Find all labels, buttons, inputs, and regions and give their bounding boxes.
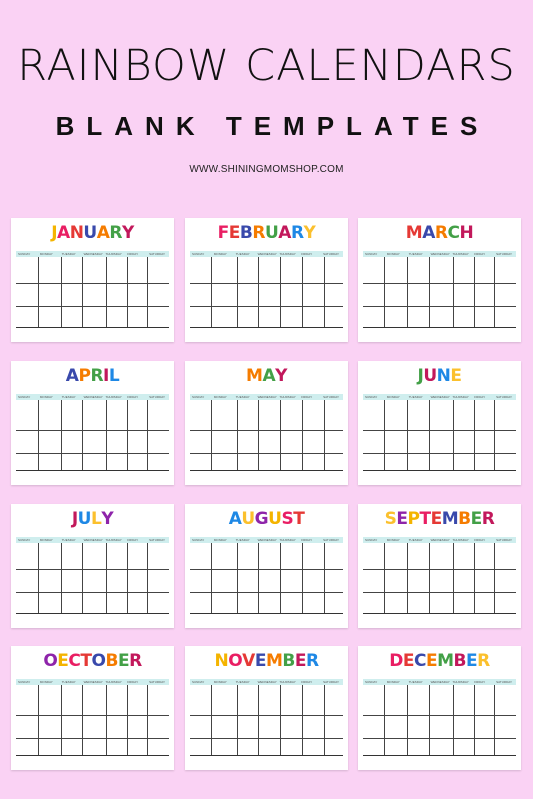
weekday-label: SUNDAY bbox=[365, 252, 378, 256]
weekday-label: FRIDAY bbox=[127, 395, 139, 399]
grid-column-line bbox=[61, 400, 62, 470]
weekday-label: SATURDAY bbox=[149, 538, 166, 542]
weekday-label: SUNDAY bbox=[192, 538, 205, 542]
grid-row-line bbox=[190, 738, 343, 739]
grid-column-line bbox=[127, 543, 128, 613]
weekday-label: THURSDAY bbox=[279, 538, 296, 542]
grid-row-line bbox=[190, 569, 343, 570]
website-url: WWW.SHININGMOMSHOP.COM bbox=[189, 164, 344, 175]
grid-column-line bbox=[38, 543, 39, 613]
weekday-label: SUNDAY bbox=[192, 395, 205, 399]
weekday-label: WEDNESDAY bbox=[257, 395, 277, 399]
calendar-card-september bbox=[358, 504, 521, 628]
calendar-cells bbox=[363, 543, 516, 614]
weekday-label: SATURDAY bbox=[149, 680, 166, 684]
grid-column-line bbox=[494, 685, 495, 755]
grid-column-line bbox=[384, 685, 385, 755]
grid-column-line bbox=[280, 400, 281, 470]
weekday-label: FRIDAY bbox=[474, 395, 486, 399]
weekday-label: SUNDAY bbox=[18, 680, 31, 684]
month-title: SEPTEMBER bbox=[384, 509, 495, 529]
weekday-label: THURSDAY bbox=[105, 252, 122, 256]
weekday-label: THURSDAY bbox=[452, 395, 469, 399]
grid-column-line bbox=[127, 685, 128, 755]
grid-column-line bbox=[106, 400, 107, 470]
weekday-label: MONDAY bbox=[39, 252, 53, 256]
grid-column-line bbox=[384, 400, 385, 470]
grid-column-line bbox=[494, 400, 495, 470]
weekday-label: TUESDAY bbox=[235, 538, 250, 542]
grid-column-line bbox=[237, 685, 238, 755]
grid-column-line bbox=[82, 685, 83, 755]
weekday-label: WEDNESDAY bbox=[83, 680, 103, 684]
weekday-label: SUNDAY bbox=[18, 538, 31, 542]
weekday-label: MONDAY bbox=[386, 538, 400, 542]
calendar-cells bbox=[16, 400, 169, 471]
weekday-label: FRIDAY bbox=[474, 252, 486, 256]
calendar-cells bbox=[363, 400, 516, 471]
calendar-cells bbox=[16, 685, 169, 756]
weekday-label: MONDAY bbox=[386, 252, 400, 256]
grid-column-line bbox=[494, 543, 495, 613]
grid-column-line bbox=[302, 400, 303, 470]
weekday-label: WEDNESDAY bbox=[430, 680, 450, 684]
weekday-label: WEDNESDAY bbox=[430, 395, 450, 399]
grid-column-line bbox=[38, 257, 39, 327]
calendar-card-december bbox=[358, 646, 521, 770]
weekday-label: TUESDAY bbox=[408, 395, 423, 399]
month-title: OECTOBER bbox=[43, 651, 142, 671]
grid-column-line bbox=[258, 685, 259, 755]
weekday-label: WEDNESDAY bbox=[83, 252, 103, 256]
grid-column-line bbox=[324, 685, 325, 755]
month-title: JUNE bbox=[417, 366, 462, 386]
grid-column-line bbox=[474, 543, 475, 613]
month-title: MAY bbox=[246, 366, 287, 386]
weekday-label: SATURDAY bbox=[496, 680, 513, 684]
weekday-label: SATURDAY bbox=[496, 538, 513, 542]
grid-column-line bbox=[384, 257, 385, 327]
weekday-label: TUESDAY bbox=[408, 680, 423, 684]
grid-column-line bbox=[106, 543, 107, 613]
grid-column-line bbox=[82, 543, 83, 613]
weekday-label: FRIDAY bbox=[127, 252, 139, 256]
grid-column-line bbox=[407, 400, 408, 470]
weekday-label: MONDAY bbox=[213, 395, 227, 399]
grid-column-line bbox=[474, 685, 475, 755]
weekday-label: TUESDAY bbox=[235, 395, 250, 399]
weekday-label: FRIDAY bbox=[474, 680, 486, 684]
grid-row-line bbox=[190, 430, 343, 431]
weekday-label: THURSDAY bbox=[279, 680, 296, 684]
grid-column-line bbox=[453, 257, 454, 327]
grid-column-line bbox=[324, 543, 325, 613]
weekday-label: SATURDAY bbox=[323, 538, 340, 542]
grid-column-line bbox=[453, 543, 454, 613]
weekday-label: FRIDAY bbox=[127, 680, 139, 684]
grid-column-line bbox=[453, 685, 454, 755]
weekday-label: THURSDAY bbox=[452, 680, 469, 684]
calendar-cells bbox=[190, 400, 343, 471]
weekday-label: MONDAY bbox=[39, 680, 53, 684]
grid-column-line bbox=[302, 543, 303, 613]
grid-column-line bbox=[494, 257, 495, 327]
weekday-label: SUNDAY bbox=[192, 252, 205, 256]
grid-column-line bbox=[82, 257, 83, 327]
grid-column-line bbox=[324, 400, 325, 470]
grid-column-line bbox=[280, 257, 281, 327]
grid-column-line bbox=[258, 400, 259, 470]
weekday-label: SUNDAY bbox=[365, 680, 378, 684]
weekday-label: MONDAY bbox=[39, 395, 53, 399]
calendar-card-june bbox=[358, 361, 521, 485]
grid-column-line bbox=[127, 400, 128, 470]
grid-column-line bbox=[147, 543, 148, 613]
grid-row-line bbox=[190, 453, 343, 454]
grid-column-line bbox=[407, 543, 408, 613]
month-title: APRIL bbox=[65, 366, 120, 386]
weekday-label: MONDAY bbox=[213, 680, 227, 684]
weekday-label: WEDNESDAY bbox=[257, 680, 277, 684]
month-title: AUGUST bbox=[228, 509, 305, 529]
grid-column-line bbox=[453, 400, 454, 470]
weekday-label: THURSDAY bbox=[452, 538, 469, 542]
grid-row-line bbox=[190, 283, 343, 284]
grid-column-line bbox=[280, 543, 281, 613]
calendar-card-january bbox=[11, 218, 174, 342]
weekday-label: SATURDAY bbox=[149, 395, 166, 399]
grid-column-line bbox=[211, 400, 212, 470]
weekday-label: SUNDAY bbox=[18, 395, 31, 399]
weekday-label: WEDNESDAY bbox=[83, 538, 103, 542]
grid-column-line bbox=[147, 257, 148, 327]
calendar-card-august bbox=[185, 504, 348, 628]
weekday-label: TUESDAY bbox=[61, 252, 76, 256]
weekday-label: FRIDAY bbox=[127, 538, 139, 542]
weekday-label: WEDNESDAY bbox=[257, 252, 277, 256]
grid-row-line bbox=[190, 592, 343, 593]
grid-row-line bbox=[190, 306, 343, 307]
weekday-label: FRIDAY bbox=[301, 395, 313, 399]
grid-column-line bbox=[127, 257, 128, 327]
grid-row-line bbox=[190, 715, 343, 716]
grid-column-line bbox=[302, 257, 303, 327]
grid-column-line bbox=[237, 257, 238, 327]
calendar-card-february bbox=[185, 218, 348, 342]
weekday-label: SUNDAY bbox=[365, 395, 378, 399]
grid-column-line bbox=[38, 685, 39, 755]
weekday-label: WEDNESDAY bbox=[430, 538, 450, 542]
grid-column-line bbox=[38, 400, 39, 470]
weekday-label: THURSDAY bbox=[452, 252, 469, 256]
calendar-cells bbox=[363, 257, 516, 328]
weekday-label: TUESDAY bbox=[235, 680, 250, 684]
grid-column-line bbox=[407, 257, 408, 327]
grid-column-line bbox=[211, 257, 212, 327]
calendar-cells bbox=[190, 685, 343, 756]
calendar-card-oectober bbox=[11, 646, 174, 770]
grid-column-line bbox=[211, 543, 212, 613]
page-subtitle: BLANK TEMPLATES bbox=[55, 111, 490, 141]
weekday-label: SATURDAY bbox=[496, 252, 513, 256]
weekday-label: SUNDAY bbox=[192, 680, 205, 684]
weekday-label: WEDNESDAY bbox=[257, 538, 277, 542]
grid-column-line bbox=[474, 257, 475, 327]
weekday-label: TUESDAY bbox=[61, 680, 76, 684]
grid-column-line bbox=[429, 543, 430, 613]
month-title: JULY bbox=[71, 509, 114, 529]
weekday-label: THURSDAY bbox=[105, 680, 122, 684]
calendar-card-november bbox=[185, 646, 348, 770]
weekday-label: SUNDAY bbox=[365, 538, 378, 542]
grid-column-line bbox=[302, 685, 303, 755]
weekday-label: THURSDAY bbox=[105, 395, 122, 399]
weekday-label: THURSDAY bbox=[279, 395, 296, 399]
weekday-label: SATURDAY bbox=[496, 395, 513, 399]
grid-column-line bbox=[258, 543, 259, 613]
calendar-cells bbox=[16, 257, 169, 328]
grid-column-line bbox=[237, 400, 238, 470]
calendar-card-july bbox=[11, 504, 174, 628]
month-title: JANUARY bbox=[51, 223, 134, 243]
weekday-label: MONDAY bbox=[213, 252, 227, 256]
month-title: FEBRUARY bbox=[217, 223, 316, 243]
weekday-label: TUESDAY bbox=[61, 538, 76, 542]
weekday-label: THURSDAY bbox=[105, 538, 122, 542]
page-title: RAINBOW CALENDARS bbox=[17, 41, 516, 91]
weekday-label: TUESDAY bbox=[235, 252, 250, 256]
weekday-label: MONDAY bbox=[386, 680, 400, 684]
grid-column-line bbox=[324, 257, 325, 327]
grid-column-line bbox=[429, 257, 430, 327]
weekday-label: WEDNESDAY bbox=[83, 395, 103, 399]
grid-column-line bbox=[147, 685, 148, 755]
grid-column-line bbox=[211, 685, 212, 755]
weekday-label: FRIDAY bbox=[301, 538, 313, 542]
grid-column-line bbox=[61, 543, 62, 613]
grid-column-line bbox=[106, 257, 107, 327]
weekday-label: THURSDAY bbox=[279, 252, 296, 256]
grid-column-line bbox=[429, 685, 430, 755]
weekday-label: FRIDAY bbox=[301, 252, 313, 256]
month-title: MARCH bbox=[405, 223, 474, 243]
weekday-label: SATURDAY bbox=[149, 252, 166, 256]
grid-column-line bbox=[237, 543, 238, 613]
grid-column-line bbox=[384, 543, 385, 613]
grid-column-line bbox=[280, 685, 281, 755]
grid-column-line bbox=[474, 400, 475, 470]
weekday-label: FRIDAY bbox=[474, 538, 486, 542]
grid-column-line bbox=[147, 400, 148, 470]
calendar-cells bbox=[190, 257, 343, 328]
weekday-label: TUESDAY bbox=[408, 538, 423, 542]
weekday-label: SUNDAY bbox=[18, 252, 31, 256]
calendar-card-march bbox=[358, 218, 521, 342]
grid-column-line bbox=[61, 257, 62, 327]
weekday-label: SATURDAY bbox=[323, 680, 340, 684]
weekday-label: MONDAY bbox=[213, 538, 227, 542]
calendar-cells bbox=[16, 543, 169, 614]
weekday-label: TUESDAY bbox=[61, 395, 76, 399]
grid-column-line bbox=[407, 685, 408, 755]
grid-column-line bbox=[61, 685, 62, 755]
weekday-label: WEDNESDAY bbox=[430, 252, 450, 256]
weekday-label: MONDAY bbox=[386, 395, 400, 399]
grid-column-line bbox=[106, 685, 107, 755]
calendar-cells bbox=[363, 685, 516, 756]
weekday-label: SATURDAY bbox=[323, 395, 340, 399]
calendar-card-may bbox=[185, 361, 348, 485]
weekday-label: FRIDAY bbox=[301, 680, 313, 684]
calendar-card-april bbox=[11, 361, 174, 485]
month-title: NOVEMBER bbox=[214, 651, 319, 671]
grid-column-line bbox=[82, 400, 83, 470]
calendar-cells bbox=[190, 543, 343, 614]
weekday-label: SATURDAY bbox=[323, 252, 340, 256]
grid-column-line bbox=[258, 257, 259, 327]
month-title: DECEMBER bbox=[389, 651, 490, 671]
weekday-label: MONDAY bbox=[39, 538, 53, 542]
grid-column-line bbox=[429, 400, 430, 470]
weekday-label: TUESDAY bbox=[408, 252, 423, 256]
